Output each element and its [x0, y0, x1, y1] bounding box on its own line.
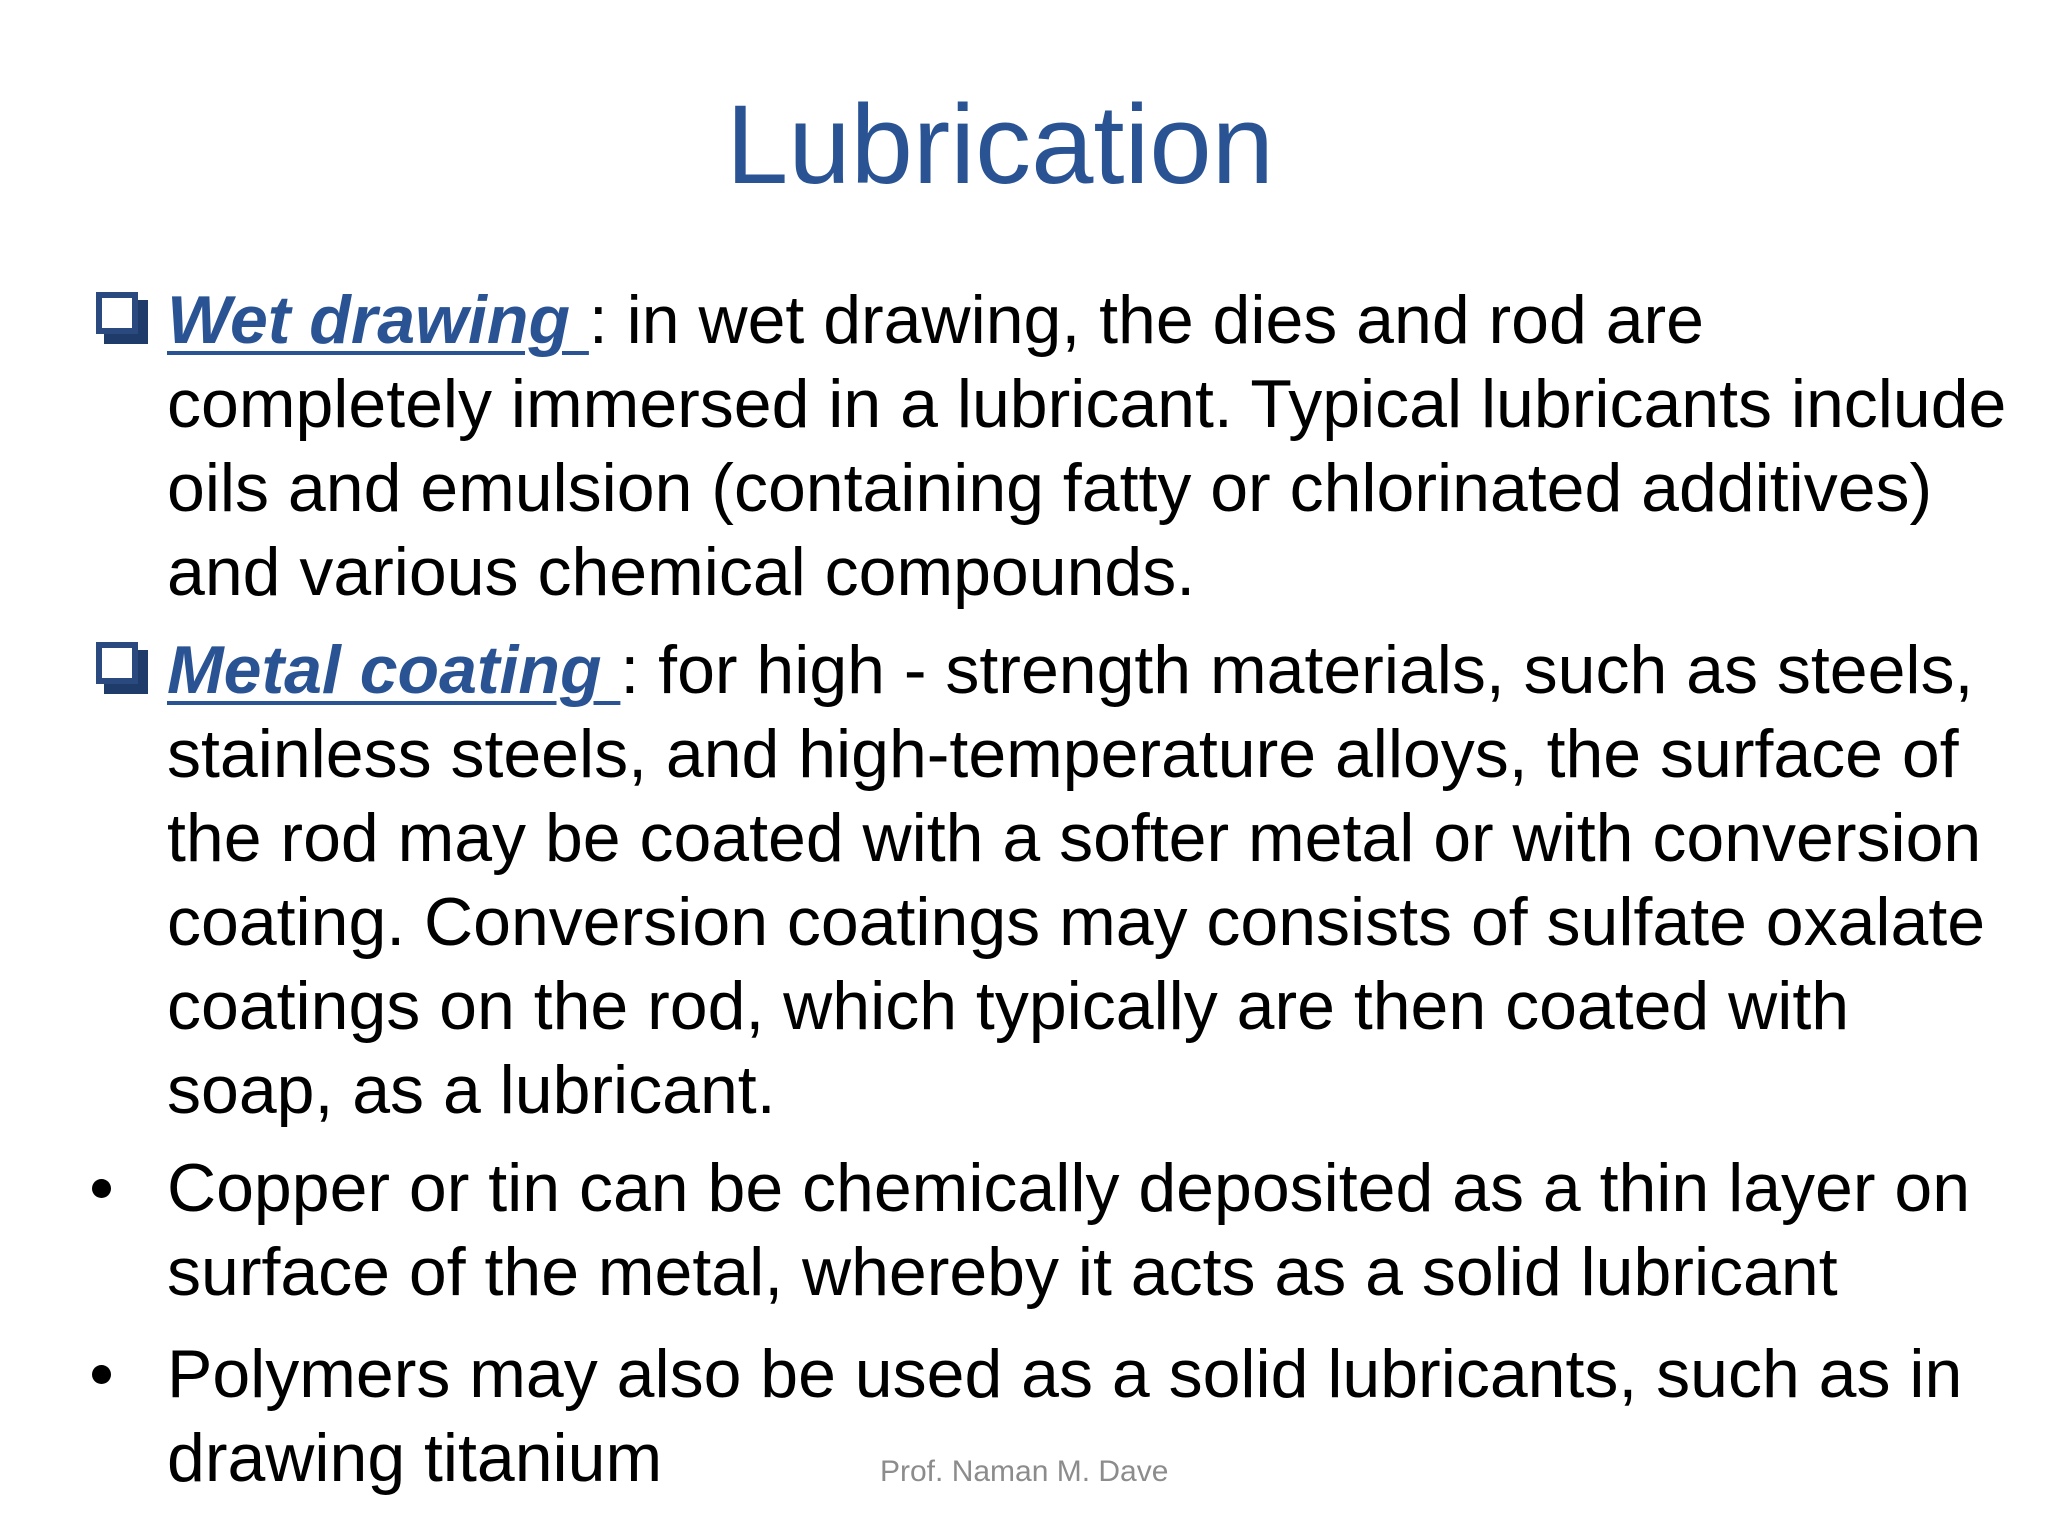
list-item-metal-coating [90, 628, 2030, 1132]
checkbox-icon [90, 628, 158, 712]
list-item-copper-tin [90, 1146, 2030, 1314]
footer-author: Prof. Naman M. Dave [880, 1455, 1169, 1488]
term-wet-drawing: Wet drawing [167, 282, 589, 358]
item-text: Copper or tin can be chemically deposited as a thin layer on surface of the metal, whereby it acts as a solid lubricant [167, 1150, 1971, 1310]
slide-title: Lubrication [726, 82, 1274, 207]
bullet-dot-icon [90, 1332, 158, 1416]
slide-body [90, 278, 2030, 1518]
item-text: Polymers may also be used as a solid lubricants, such as in drawing titanium [167, 1336, 1963, 1496]
bullet-dot-icon [90, 1146, 158, 1230]
item-text: : in wet drawing, the dies and rod are completely immersed in a lubricant. Typical lubricants include oils and emulsion (containing fatty or chlorinated additives) and various chemical compounds. [167, 282, 2007, 610]
item-text: : for high - strength materials, such as steels, stainless steels, and high-temperature alloys, the surface of the rod may be coated with a softer metal or with conversion coating. Conversion coatings may consists of sulfate oxalate coatings on the rod, which typically are then coated with soap, as a lubricant. [167, 632, 1986, 1128]
list-item-wet-drawing [90, 278, 2030, 614]
checkbox-icon [90, 278, 158, 362]
term-metal-coating: Metal coating [167, 632, 621, 708]
